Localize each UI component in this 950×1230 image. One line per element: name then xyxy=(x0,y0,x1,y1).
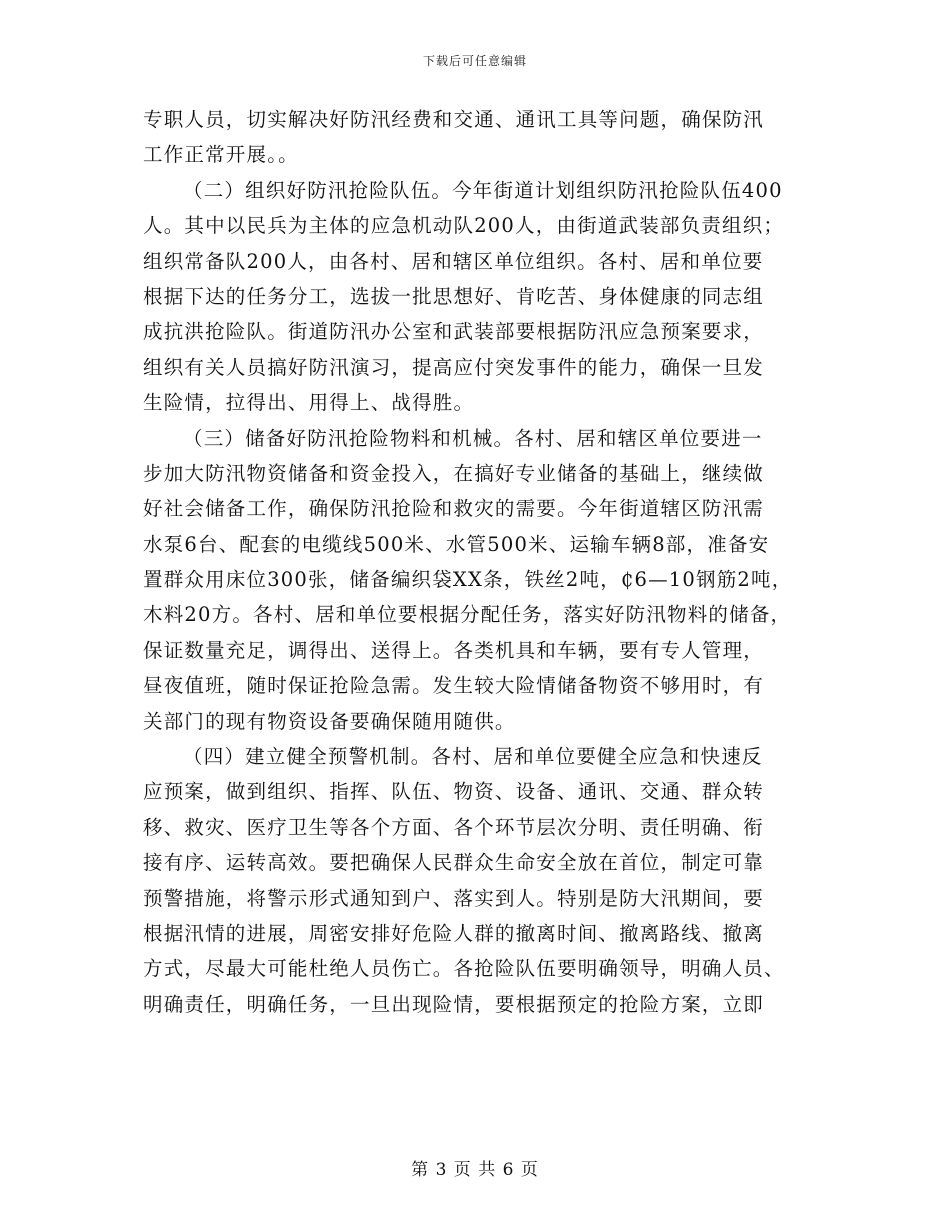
paragraph-line: 根据下达的任务分工，选拔一批思想好、肯吃苦、身体健康的同志组 xyxy=(143,284,765,308)
paragraph-line: 好社会储备工作，确保防汛抢险和救灾的需要。今年街道辖区防汛需 xyxy=(143,497,765,521)
paragraph-line: 接有序、运转高效。要把确保人民群众生命安全放在首位，制定可靠 xyxy=(143,851,765,875)
paragraph-line: 根据汛情的进展，周密安排好危险人群的撤离时间、撤离路线、撤离 xyxy=(143,921,765,945)
paragraph-line: 移、救灾、医疗卫生等各个方面、各个环节层次分明、责任明确、衔 xyxy=(143,815,765,839)
paragraph-line: 组织有关人员搞好防汛演习，提高应付突发事件的能力，确保一旦发 xyxy=(143,355,765,379)
page-footer: 第 3 页 共 6 页 xyxy=(411,1160,539,1180)
paragraph-line: 组织常备队200人，由各村、居和辖区单位组织。各村、居和单位要 xyxy=(143,249,764,273)
paragraph-line: 专职人员，切实解决好防汛经费和交通、通讯工具等问题，确保防汛 xyxy=(143,108,765,131)
paragraph-line: 方式，尽最大可能杜绝人员伤亡。各抢险队伍要明确领导，明确人员、 xyxy=(143,957,785,981)
paragraph-line: 预警措施，将警示形式通知到户、落实到人。特别是防大汛期间，要 xyxy=(143,886,765,910)
paragraph-line: （四）建立健全预警机制。各村、居和单位要健全应急和快速反 xyxy=(183,745,763,769)
paragraph-line: 应预案，做到组织、指挥、队伍、物资、设备、通讯、交通、群众转 xyxy=(143,780,765,804)
paragraph-line: 昼夜值班，随时保证抢险急需。发生较大险情储备物资不够用时，有 xyxy=(143,674,765,698)
paragraph-line: （三）储备好防汛抢险物料和机械。各村、居和辖区单位要进一 xyxy=(183,426,763,450)
paragraph-line: 明确责任，明确任务，一旦出现险情，要根据预定的抢险方案，立即 xyxy=(143,992,765,1016)
document-body xyxy=(143,102,833,1022)
paragraph-line: 木料20方。各村、居和单位要根据分配任务，落实好防汛物料的储备， xyxy=(143,603,792,627)
paragraph-line: 水泵6台、配套的电缆线500米、水管500米、运输车辆8部，准备安 xyxy=(143,532,770,556)
paragraph-line: 关部门的现有物资设备要确保随用随供。 xyxy=(143,709,516,733)
paragraph-line: 生险情，拉得出、用得上、战得胜。 xyxy=(143,391,475,415)
paragraph-line: 工作正常开展。。 xyxy=(143,143,299,167)
paragraph-line: （二）组织好防汛抢险队伍。今年街道计划组织防汛抢险队伍400 xyxy=(183,178,783,202)
paragraph-line: 成抗洪抢险队。街道防汛办公室和武装部要根据防汛应急预案要求， xyxy=(143,320,765,344)
paragraph-line: 保证数量充足，调得出、送得上。各类机具和车辆，要有专人管理， xyxy=(143,638,765,662)
paragraph-line: 步加大防汛物资储备和资金投入，在搞好专业储备的基础上，继续做 xyxy=(143,461,765,485)
paragraph-line: 人。其中以民兵为主体的应急机动队200人，由街道武装部负责组织； xyxy=(143,214,785,238)
paragraph-line: 置群众用床位300张，储备编织袋XX条，铁丝2吨，₵6—10钢筋2吨， xyxy=(143,568,793,592)
page-header: 下载后可任意编辑 xyxy=(422,54,527,68)
